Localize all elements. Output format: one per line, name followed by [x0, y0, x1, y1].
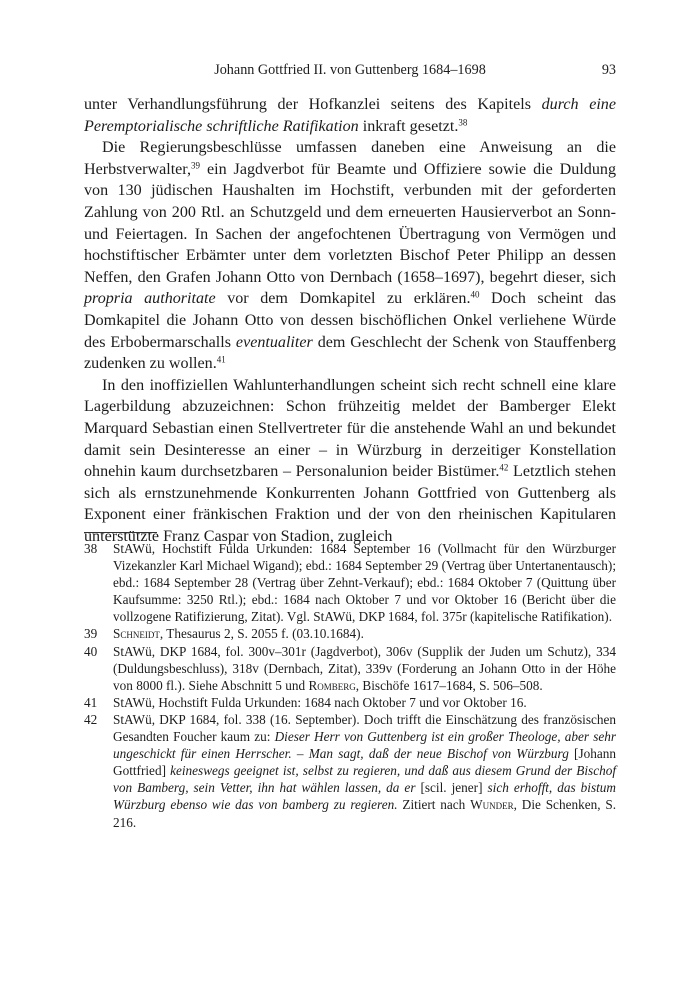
footnote-number: 40 [84, 643, 98, 659]
italic-phrase: propria authoritate [84, 290, 216, 308]
italic-phrase: durch eine Peremptorialische schriftliche Ratifikation [84, 96, 616, 135]
footnote-40 [84, 643, 616, 694]
footnote-number: 42 [84, 711, 98, 727]
footnote-text: , Thesaurus 2, S. 2055 f. (03.10.1684). [159, 626, 364, 642]
page-number: 93 [601, 62, 616, 78]
footnotes [84, 540, 616, 831]
italic-phrase: eventualiter [235, 333, 313, 351]
paragraph-1 [84, 94, 616, 137]
footnote-text: StAWü, DKP 1684, fol. 300v–301r (Jagdverbot), 306v (Supplik der Juden um Schutz), 334 (Duldungsbeschluss), 318v (Dernbach, Zitat), 339v (Forderung an Johann Otto in der Höhe von 8000 fl.). Siehe Abschnitt 5 und [113, 643, 616, 693]
text-run: unter Verhandlungsführung der Hofkanzlei seitens des Kapitels [84, 96, 542, 113]
text-run: Doch scheint das Domkapitel die Johann Otto von dessen bischöflichen Onkel verliehene Würde des Erbobermarschalls [84, 290, 617, 351]
paragraph-2 [84, 137, 616, 375]
footnote-ref-41[interactable]: 41 [216, 354, 226, 365]
footnote-ref-39[interactable]: 39 [191, 160, 201, 171]
footnote-text: StAWü, Hochstift Fulda Urkunden: 1684 September 16 (Vollmacht für den Würzburger Vizekanzler Karl Michael Wigand); ebd.: 1684 September 29 (Vertrag über Untertanentausch); ebd.: 1684 September 28 (Vertrag über Zehnt-Verkauf); ebd.: 1684 Oktober 7 (Quittung über Kaufsumme: 3250 Rtl.); ebd.: 1684 nach Oktober 7 und vor Oktober 16 (Bericht über die vollzogene Ratifizierung, Zitat). Vgl. StAWü, DKP 1684, fol. 375r (kapitelische Ratifikation). [113, 541, 616, 625]
footnote-text: StAWü, DKP 1684, fol. 338 (16. September). Doch trifft die Einschätzung des französischen Gesandten Foucher kaum zu: [113, 711, 616, 745]
quotation: keineswegs geeignet ist, selbst zu regieren, und daß aus diesem Grund der Bischof von Bamberg, sein Vetter, ihn hat wählen lassen, da er [113, 763, 617, 796]
text-run: Letztlich stehen sich als ernstzunehmende Konkurrenten Johann Gottfried von Guttenberg als Exponent einer fränkischen Fraktion und der von den rheinischen Kapitularen unterstützte Franz Caspar von Stadion, zugleich [84, 463, 616, 545]
footnote-ref-40[interactable]: 40 [470, 289, 480, 300]
footnote-41 [84, 694, 616, 711]
footnote-38 [84, 540, 616, 625]
text-run: inkraft gesetzt. [358, 117, 459, 135]
footnote-number: 39 [84, 626, 98, 642]
footnote-text: [scil. jener] [415, 780, 488, 796]
paragraph-3 [84, 375, 616, 548]
text-run: dem Geschlecht der Schenk von Stauffenberg zudenken zu wollen. [84, 333, 617, 373]
footnote-42 [84, 711, 616, 831]
footnote-number: 41 [84, 694, 98, 710]
footnote-ref-38[interactable]: 38 [458, 117, 468, 128]
main-text [84, 94, 616, 547]
text-run: In den inoffiziellen Wahlunterhandlungen scheint sich recht schnell eine klare Lagerbildung abzuzeichnen: Schon frühzeitig meldet der Bamberger Elekt Marquard Sebastian einen Stellvertreter für die anstehende Wahl an und bekundet damit sein Desinteresse an einer – in Würzburg in derzeitiger Konstellation ohnehin kaum durchsetzbaren – Personalunion beider Bistümer. [84, 376, 616, 481]
running-title: Johann Gottfried II. von Guttenberg 1684–1698 [214, 62, 486, 78]
footnote-text: , Die Schenken, S. 216. [113, 797, 617, 830]
text-run: vor dem Domkapitel zu erklären. [215, 290, 471, 308]
text-run: ein Jagdverbot für Beamte und Offiziere sowie die Duldung von 130 jüdischen Haushalten im Hochstift, verbunden mit der geforderten Zahlung von 200 Rtl. an Schutzgeld und dem erneuerten Hausierverbot an Sonn- und Feiertagen. In Sachen der angefochtenen Übertragung von Vermögen und hochstiftischer Erbämter unter dem vorletzten Bischof Peter Philipp an dessen Neffen, den Grafen Johann Otto von Dernbach (1658–1697), begehrt dieser, sich [84, 160, 616, 286]
footnote-text: [Johann Gottfried] [113, 746, 616, 779]
footnote-text: StAWü, Hochstift Fulda Urkunden: 1684 nach Oktober 7 und vor Oktober 16. [113, 694, 527, 710]
author-name: Romberg [308, 677, 356, 693]
footnote-ref-42[interactable]: 42 [499, 462, 509, 473]
footnote-number: 38 [84, 541, 98, 556]
footnote-separator [84, 532, 157, 533]
footnote-39 [84, 625, 616, 642]
quotation: sich erhofft, das bistum Würzburg ebenso wie das von bamberg zu regieren. [113, 780, 616, 813]
running-header [84, 62, 616, 82]
author-name: Schneidt [113, 626, 160, 642]
text-run: Die Regierungsbeschlüsse umfassen daneben eine Anweisung an die Herbstverwalter, [84, 139, 616, 178]
footnote-text: Zitiert nach [397, 797, 471, 813]
author-name: Wunder [470, 797, 514, 813]
quotation: Dieser Herr von Guttenberg ist ein großer Theologe, aber sehr ungeschickt für einen Herrscher. – Man sagt, daß der neue Bischof von Würzburg [113, 729, 617, 762]
footnote-text: , Bischöfe 1617–1684, S. 506–508. [355, 677, 543, 693]
